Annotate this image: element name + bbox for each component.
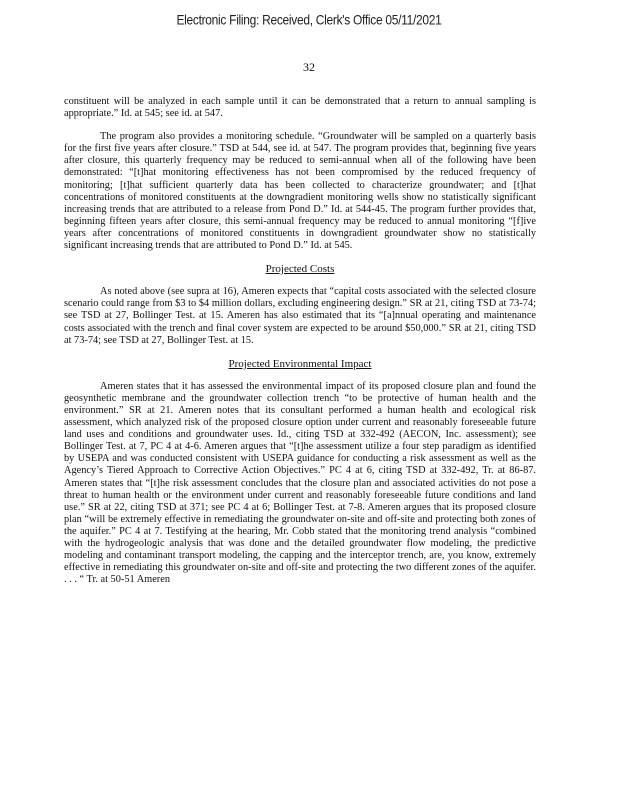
paragraph-monitoring-schedule: The program also provides a monitoring schedule. “Groundwater will be sampled on a quarterly basis for the first five years after closure.” TSD at 544, see id. at 547. The program provides that, beginning five years after closure, this quarterly frequency may be reduced to semi-annual when all of the following have been demonstrated: “[t]hat monitoring effectiveness has not been compromised by the reduced frequency of monitoring; [t]hat sufficient quarterly data has been collected to characterize groundwater; and [t]hat concentrations of monitored constituents at the downgradient monitoring wells show no statistically significant increasing trends that are attributed to a release from Pond D.” Id. at 544-45. The program further provides that, beginning fifteen years after closure, this semi-annual frequency may be reduced to annual monitoring “[f]ive years after concentrations of monitored constituents in downgradient groundwater show no statistically significant increasing trends that are attributed to Pond D.” Id. at 545. — [64, 131, 536, 252]
heading-environmental-impact: Projected Environmental Impact — [228, 357, 372, 370]
paragraph-continued: constituent will be analyzed in each sample until it can be demonstrated that a return to annual sampling is appropriate.” Id. at 545; see id. at 547. — [64, 96, 536, 120]
filing-header: Electronic Filing: Received, Clerk's Office 05/11/2021 — [176, 11, 442, 29]
document-body — [64, 96, 536, 597]
paragraph-environmental-impact: Ameren states that it has assessed the environmental impact of its proposed closure plan and found the geosynthetic membrane and the groundwater collection trench “to be protective of human health and the environment.” SR at 21. Ameren notes that its consultant performed a human health and ecological risk assessment, which analyzed risk of the proposed closure option under current and reasonably foreseeable future land uses and conditions and groundwater uses. Id., citing TSD at 332-492 (AECON, Inc. assessment); see Bollinger Test. at 7, PC 4 at 4-6. Ameren argues that “[t]he assessment utilize a four step paradigm as identified by USEPA and was conducted consistent with USEPA guidance for conducting a risk assessment as well as the Agency’s Tiered Approach to Corrective Action Objectives.” PC 4 at 6, citing TSD at 332-492, Tr. at 86-87. Ameren states that “[t]he risk assessment concludes that the closure plan and associated activities do not pose a threat to human health or the environment under current and reasonably foreseeable future conditions and land use.” SR at 22, citing TSD at 371; see PC 4 at 6; Bollinger Test. at 7-8. Ameren argues that its proposed closure plan “will be extremely effective in remediating the groundwater on-site and off-site and protecting both zones of the aquifer.” PC 4 at 7. Testifying at the hearing, Mr. Cobb stated that the monitoring trend analysis “combined with the hydrogeologic analysis that was done and the detailed groundwater flow modeling, the predictive modeling and contaminant transport modeling, the capping and the interceptor trench, are, you know, extremely effective in remediating this groundwater on-site and off-site and protecting the two different zones of the aquifer. . . . “ Tr. at 50-51 Ameren — [64, 380, 536, 586]
page-number: 32 — [303, 60, 315, 74]
paragraph-projected-costs: As noted above (see supra at 16), Ameren expects that “capital costs associated with the selected closure scenario could range from $3 to $4 million dollars, excluding engineering design.” SR at 21, citing TSD at 73-74; see TSD at 27, Bollinger Test. at 15. Ameren has also estimated that its “[a]nnual operating and maintenance costs associated with the trench and final cover system are expected to be around $50,000.” SR at 21, citing TSD at 73-74; see TSD at 27, Bollinger Test. at 15. — [64, 286, 536, 346]
heading-projected-costs: Projected Costs — [265, 263, 335, 276]
